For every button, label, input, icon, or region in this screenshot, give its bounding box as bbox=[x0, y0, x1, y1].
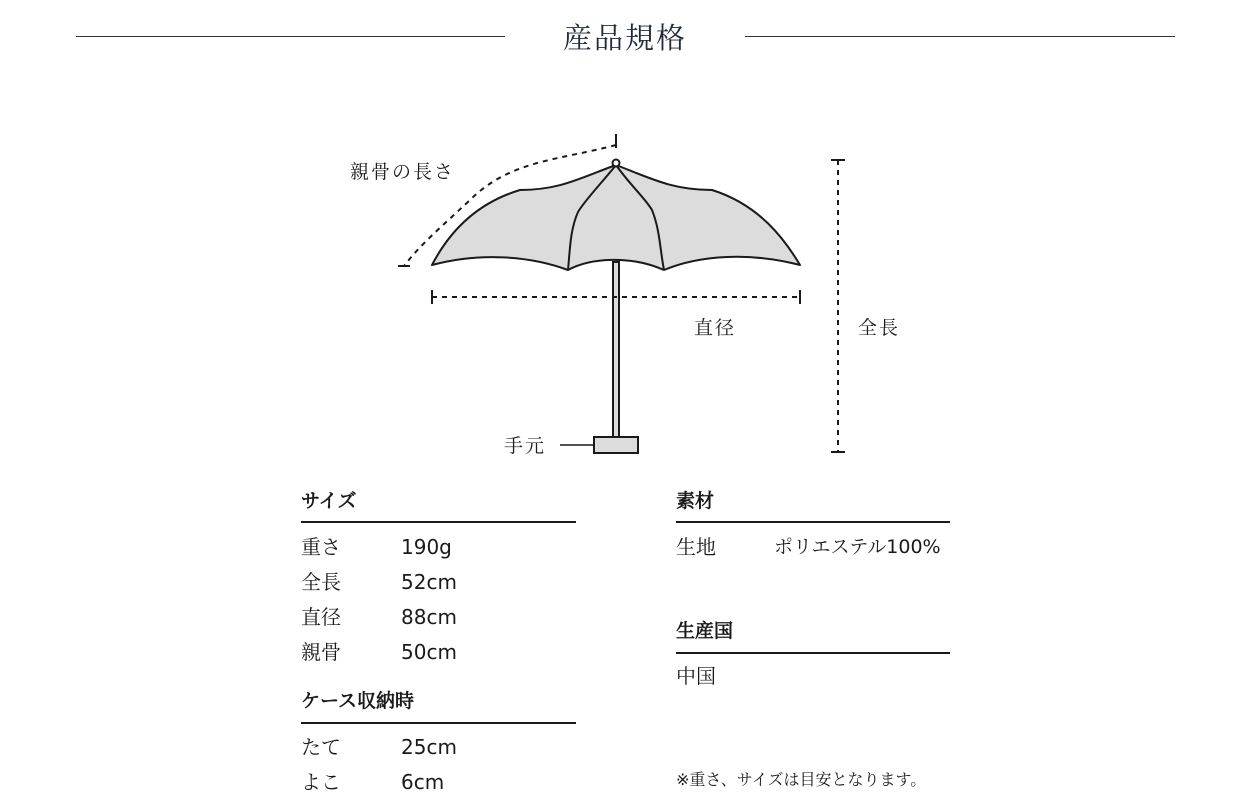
size-row-label: 直径 bbox=[301, 605, 341, 629]
size-row-label: 重さ bbox=[301, 535, 341, 559]
origin-rule bbox=[676, 652, 950, 654]
case-row-label: たて bbox=[301, 735, 341, 759]
diameter-label: 直径 bbox=[694, 317, 737, 339]
origin-value: 中国 bbox=[676, 664, 716, 688]
case-heading: ケース収納時 bbox=[301, 690, 415, 712]
size-row-value: 52cm bbox=[401, 570, 457, 594]
rib-length-label: 親骨の長さ bbox=[350, 161, 456, 183]
material-row-fabric bbox=[676, 533, 966, 561]
material-row-label: 生地 bbox=[676, 535, 716, 559]
size-heading: サイズ bbox=[301, 490, 357, 512]
material-heading: 素材 bbox=[676, 490, 715, 512]
size-row-rib bbox=[301, 638, 576, 666]
umbrella-handle bbox=[594, 437, 638, 453]
size-row-total-length bbox=[301, 568, 576, 596]
size-row-label: 全長 bbox=[301, 570, 341, 594]
size-row-weight bbox=[301, 533, 576, 561]
total-length-label: 全長 bbox=[858, 317, 901, 339]
size-row-diameter bbox=[301, 603, 576, 631]
footnote: ※重さ、サイズは目安となります。 bbox=[676, 770, 927, 789]
material-rule bbox=[676, 521, 950, 523]
case-rule bbox=[301, 722, 576, 724]
case-row-value: 6cm bbox=[401, 770, 445, 794]
size-row-value: 190g bbox=[401, 535, 452, 559]
umbrella-tip bbox=[613, 160, 620, 167]
case-row-width bbox=[301, 768, 576, 796]
origin-heading: 生産国 bbox=[676, 620, 734, 642]
case-row-height bbox=[301, 733, 576, 761]
size-row-label: 親骨 bbox=[301, 640, 341, 664]
case-row-label: よこ bbox=[301, 770, 341, 794]
handle-label: 手元 bbox=[504, 435, 547, 457]
case-row-value: 25cm bbox=[401, 735, 457, 759]
umbrella-shaft bbox=[613, 262, 619, 438]
origin-value-row bbox=[676, 662, 950, 690]
size-row-value: 50cm bbox=[401, 640, 457, 664]
page-title: 産品規格 bbox=[562, 21, 687, 55]
umbrella-canopy bbox=[432, 165, 800, 270]
size-row-value: 88cm bbox=[401, 605, 457, 629]
size-rule bbox=[301, 521, 576, 523]
material-row-value: ポリエステル100% bbox=[774, 536, 941, 558]
